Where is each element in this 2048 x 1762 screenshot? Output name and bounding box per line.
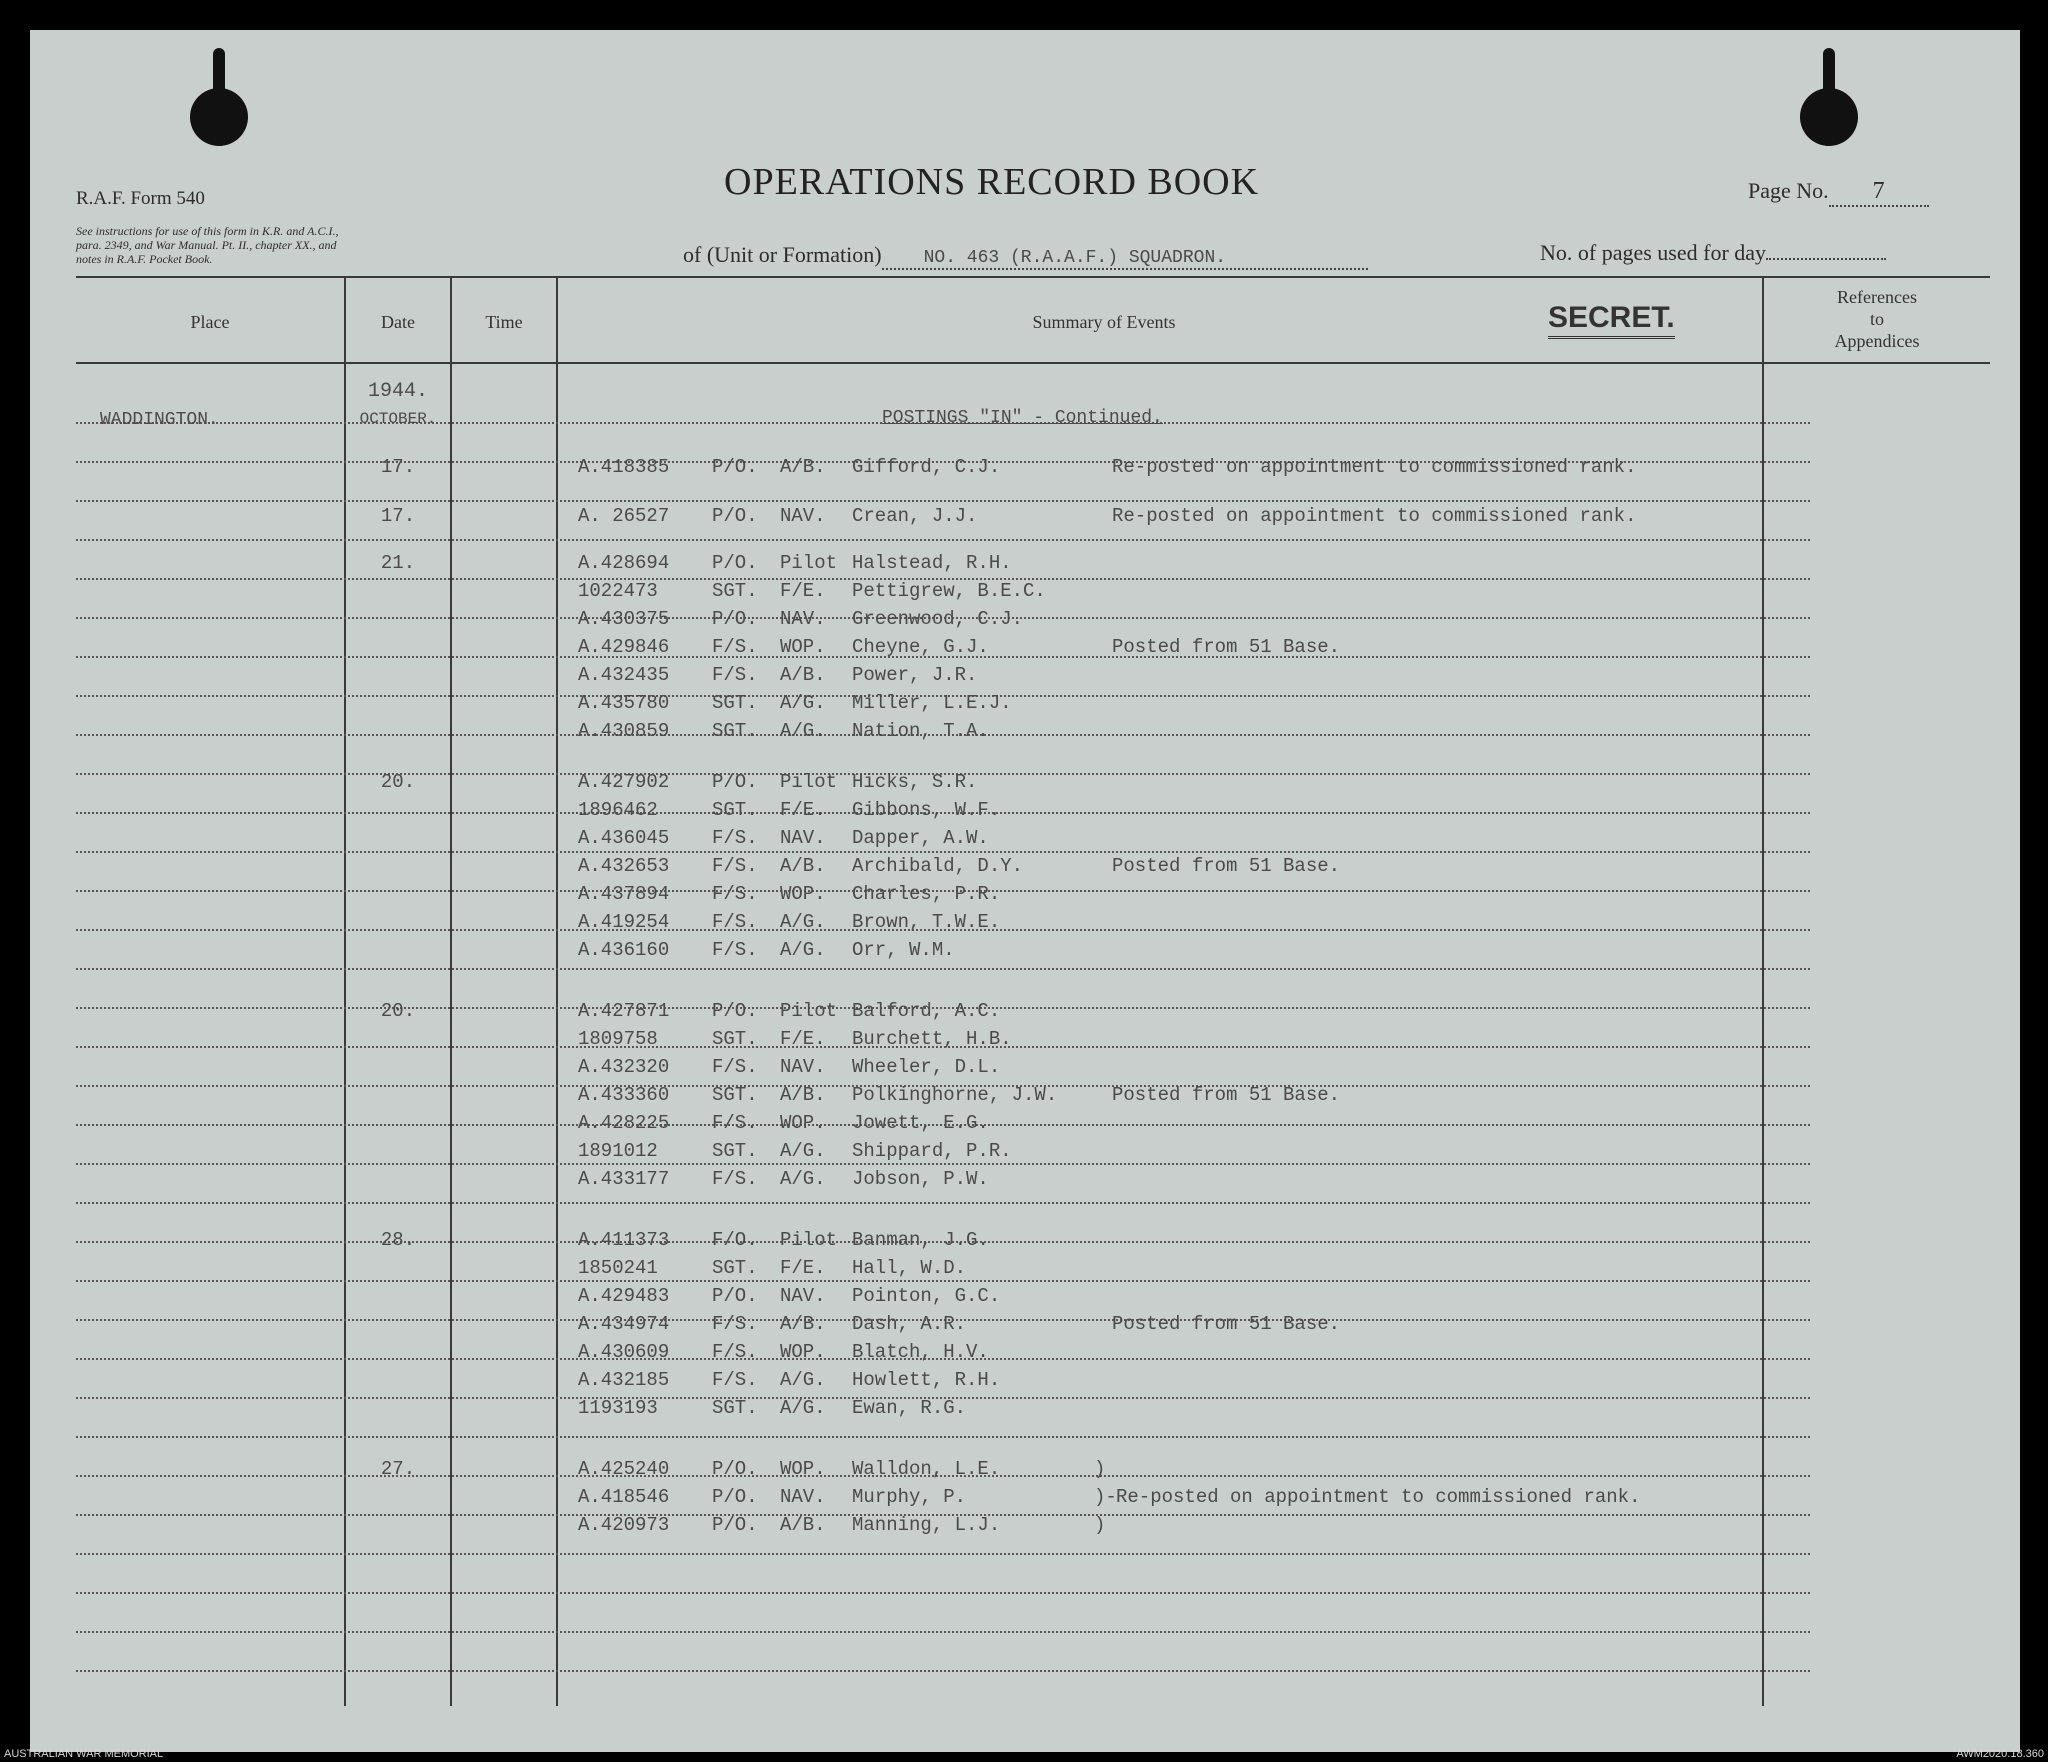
footer-accession: AWM2020.18.360 xyxy=(1956,1748,2044,1760)
entry-date: 27. xyxy=(380,1458,416,1480)
service-number: A.433360 xyxy=(578,1084,670,1106)
service-number: A.411373 xyxy=(578,1229,670,1251)
form-sheet xyxy=(30,30,2020,1752)
name: Nation, T.A. xyxy=(852,720,989,742)
trade: A/B. xyxy=(780,664,826,686)
name: Miller, L.E.J. xyxy=(852,692,1012,714)
service-number: A.437894 xyxy=(578,883,670,905)
service-number: A.432435 xyxy=(578,664,670,686)
name: Shippard, P.R. xyxy=(852,1140,1012,1162)
trade: A/G. xyxy=(780,1369,826,1391)
rank: SGT. xyxy=(712,1397,758,1419)
entry-date: 20. xyxy=(380,1000,416,1022)
rank: P/O. xyxy=(712,1486,758,1508)
form-instructions xyxy=(76,224,338,266)
name: Jobson, P.W. xyxy=(852,1168,989,1190)
service-number: A.427871 xyxy=(578,1000,670,1022)
col-header-references xyxy=(1764,286,1990,352)
divider-time-summary xyxy=(556,278,558,1706)
rank: P/O. xyxy=(712,608,758,630)
rank: F/S. xyxy=(712,827,758,849)
section-heading: POSTINGS "IN" - Continued. xyxy=(882,408,1163,428)
col-header-place: Place xyxy=(190,312,230,332)
trade: A/B. xyxy=(780,1514,826,1536)
trade: Pilot xyxy=(780,1000,838,1022)
posting-remark: Re-posted on appointment to commissioned rank. xyxy=(1112,505,1637,527)
service-number: A. 26527 xyxy=(578,505,670,527)
trade: A/B. xyxy=(780,1084,826,1106)
service-number: A.432320 xyxy=(578,1056,670,1078)
unit-value: NO. 463 (R.A.A.F.) SQUADRON. xyxy=(882,248,1368,270)
page-number-label: Page No. xyxy=(1748,178,1829,203)
trade: Pilot xyxy=(780,552,838,574)
trade: A/G. xyxy=(780,939,826,961)
service-number: A.428694 xyxy=(578,552,670,574)
rank: F/S. xyxy=(712,1168,758,1190)
trade: A/G. xyxy=(780,720,826,742)
trade: NAV. xyxy=(780,1285,826,1307)
rank: P/O. xyxy=(712,1285,758,1307)
name: Hicks, S.R. xyxy=(852,771,978,793)
ruled-line xyxy=(76,1436,1810,1438)
name: Blatch, H.V. xyxy=(852,1341,989,1363)
name: Greenwood, C.J. xyxy=(852,608,1024,630)
posting-remark: Re-posted on appointment to commissioned rank. xyxy=(1112,456,1637,478)
service-number: A.428225 xyxy=(578,1112,670,1134)
punch-hole-right xyxy=(1800,88,1858,146)
instructions-line: See instructions for use of this form in K.R. and A.C.I., xyxy=(76,224,339,238)
pages-used-label: No. of pages used for day xyxy=(1540,240,1767,265)
form-id: R.A.F. Form 540 xyxy=(76,188,205,209)
rank: F/S. xyxy=(712,636,758,658)
rank: SGT. xyxy=(712,799,758,821)
name: Walldon, L.E. xyxy=(852,1458,1001,1480)
trade: NAV. xyxy=(780,505,826,527)
references-label-line: to xyxy=(1869,309,1884,329)
col-header-summary: Summary of Events xyxy=(1032,312,1176,332)
unit-label: of (Unit or Formation) xyxy=(683,242,882,267)
trade: F/E. xyxy=(780,580,826,602)
punch-hole-left xyxy=(190,88,248,146)
year: 1944. xyxy=(367,380,428,403)
name: Polkinghorne, J.W. xyxy=(852,1084,1058,1106)
bracket-mark: ) xyxy=(1094,1514,1106,1536)
entry-date: 17. xyxy=(380,505,416,527)
entry-date: 21. xyxy=(380,552,416,574)
service-number: A.432185 xyxy=(578,1369,670,1391)
rank: SGT. xyxy=(712,692,758,714)
footer-credit: AUSTRALIAN WAR MEMORIAL xyxy=(4,1748,164,1760)
name: Cheyne, G.J. xyxy=(852,636,989,658)
rank: F/S. xyxy=(712,911,758,933)
name: Power, J.R. xyxy=(852,664,978,686)
service-number: A.429483 xyxy=(578,1285,670,1307)
ruled-line xyxy=(76,1631,1810,1633)
entry-date: 17. xyxy=(380,456,416,478)
divider-place-date xyxy=(344,278,346,1706)
service-number: A.430859 xyxy=(578,720,670,742)
trade: A/B. xyxy=(780,456,826,478)
ruled-line xyxy=(76,500,1810,502)
trade: A/G. xyxy=(780,911,826,933)
trade: A/G. xyxy=(780,1397,826,1419)
ruled-line xyxy=(76,851,1810,853)
ruled-line xyxy=(76,968,1810,970)
divider-summary-references xyxy=(1762,278,1764,1706)
pages-used-field xyxy=(1540,240,1886,266)
trade: NAV. xyxy=(780,1486,826,1508)
posting-remark: Posted from 51 Base. xyxy=(1112,636,1341,658)
name: Balford, A.C. xyxy=(852,1000,1001,1022)
service-number: 1891012 xyxy=(578,1140,658,1162)
service-number: 1850241 xyxy=(578,1257,658,1279)
service-number: A.418546 xyxy=(578,1486,670,1508)
page-title: OPERATIONS RECORD BOOK xyxy=(724,161,1260,203)
instructions-line: notes in R.A.F. Pocket Book. xyxy=(76,252,213,266)
rank: F/S. xyxy=(712,1056,758,1078)
col-header-time: Time xyxy=(485,312,523,332)
trade: Pilot xyxy=(780,771,838,793)
trade: WOP. xyxy=(780,1341,826,1363)
service-number: A.436160 xyxy=(578,939,670,961)
name: Halstead, R.H. xyxy=(852,552,1012,574)
rank: SGT. xyxy=(712,1257,758,1279)
rank: F/S. xyxy=(712,855,758,877)
name: Brown, T.W.E. xyxy=(852,911,1001,933)
month: OCTOBER. xyxy=(359,410,437,428)
unit-field xyxy=(683,242,1368,270)
service-number: A.430609 xyxy=(578,1341,670,1363)
name: Banman, J.G. xyxy=(852,1229,989,1251)
trade: A/B. xyxy=(780,855,826,877)
name: Wheeler, D.L. xyxy=(852,1056,1001,1078)
rank: SGT. xyxy=(712,1084,758,1106)
trade: WOP. xyxy=(780,883,826,905)
service-number: A.418385 xyxy=(578,456,670,478)
trade: NAV. xyxy=(780,827,826,849)
service-number: A.420973 xyxy=(578,1514,670,1536)
name: Archibald, D.Y. xyxy=(852,855,1024,877)
ruled-line xyxy=(76,1670,1810,1672)
service-number: A.432653 xyxy=(578,855,670,877)
ruled-line xyxy=(76,1280,1810,1282)
service-number: A.427902 xyxy=(578,771,670,793)
rank: F/S. xyxy=(712,664,758,686)
trade: NAV. xyxy=(780,608,826,630)
service-number: A.435780 xyxy=(578,692,670,714)
trade: WOP. xyxy=(780,1112,826,1134)
references-label-line: Appendices xyxy=(1834,331,1920,351)
rank: P/O. xyxy=(712,456,758,478)
service-number: A.436045 xyxy=(578,827,670,849)
trade: A/G. xyxy=(780,1168,826,1190)
table-top-border xyxy=(76,276,1990,278)
entry-date: 28. xyxy=(380,1229,416,1251)
service-number: A.434974 xyxy=(578,1313,670,1335)
bracket-mark: )- xyxy=(1094,1486,1117,1508)
name: Pointon, G.C. xyxy=(852,1285,1001,1307)
ruled-line xyxy=(76,1163,1810,1165)
service-number: 1809758 xyxy=(578,1028,658,1050)
rank: P/O. xyxy=(712,552,758,574)
trade: WOP. xyxy=(780,636,826,658)
instructions-line: para. 2349, and War Manual. Pt. II., chapter XX., and xyxy=(76,238,337,252)
posting-remark: Posted from 51 Base. xyxy=(1112,855,1341,877)
trade: F/E. xyxy=(780,1028,826,1050)
references-label-line: References xyxy=(1837,287,1917,307)
name: Murphy, P. xyxy=(852,1486,967,1508)
name: Gibbons, W.F. xyxy=(852,799,1001,821)
name: Crean, J.J. xyxy=(852,505,978,527)
bracket-mark: ) xyxy=(1094,1458,1106,1480)
name: Ewan, R.G. xyxy=(852,1397,967,1419)
rank: P/O. xyxy=(712,771,758,793)
rank: F/S. xyxy=(712,1341,758,1363)
posting-remark: Re-posted on appointment to commissioned rank. xyxy=(1116,1486,1641,1508)
secret-stamp: SECRET. xyxy=(1548,300,1675,339)
page-number-field xyxy=(1748,178,1929,207)
name: Orr, W.M. xyxy=(852,939,955,961)
rank: P/O. xyxy=(712,505,758,527)
ruled-line xyxy=(76,1202,1810,1204)
trade: Pilot xyxy=(780,1229,838,1251)
service-number: A.425240 xyxy=(578,1458,670,1480)
trade: A/B. xyxy=(780,1313,826,1335)
posting-remark: Posted from 51 Base. xyxy=(1112,1313,1341,1335)
pages-used-value xyxy=(1766,258,1886,260)
page-number-value: 7 xyxy=(1829,178,1929,207)
posting-remark: Posted from 51 Base. xyxy=(1112,1084,1341,1106)
trade: NAV. xyxy=(780,1056,826,1078)
rank: F/S. xyxy=(712,1112,758,1134)
name: Gifford, C.J. xyxy=(852,456,1001,478)
rank: SGT. xyxy=(712,720,758,742)
ruled-line xyxy=(76,1553,1810,1555)
service-number: A.429846 xyxy=(578,636,670,658)
rank: F/S. xyxy=(712,1313,758,1335)
rank: F/S. xyxy=(712,939,758,961)
service-number: 1193193 xyxy=(578,1397,658,1419)
name: Burchett, H.B. xyxy=(852,1028,1012,1050)
place: WADDINGTON. xyxy=(100,410,219,430)
name: Howlett, R.H. xyxy=(852,1369,1001,1391)
header-bottom-border xyxy=(76,362,1990,364)
name: Jowett, E.G. xyxy=(852,1112,989,1134)
trade: F/E. xyxy=(780,799,826,821)
service-number: A.419254 xyxy=(578,911,670,933)
trade: F/E. xyxy=(780,1257,826,1279)
rank: F/O. xyxy=(712,1229,758,1251)
rank: SGT. xyxy=(712,1140,758,1162)
rank: P/O. xyxy=(712,1514,758,1536)
ruled-line xyxy=(76,539,1810,541)
ruled-line xyxy=(76,1592,1810,1594)
rank: SGT. xyxy=(712,1028,758,1050)
rank: F/S. xyxy=(712,1369,758,1391)
trade: WOP. xyxy=(780,1458,826,1480)
name: Dapper, A.W. xyxy=(852,827,989,849)
service-number: 1022473 xyxy=(578,580,658,602)
service-number: A.433177 xyxy=(578,1168,670,1190)
name: Manning, L.J. xyxy=(852,1514,1001,1536)
trade: A/G. xyxy=(780,692,826,714)
col-header-date: Date xyxy=(381,312,415,332)
trade: A/G. xyxy=(780,1140,826,1162)
service-number: 1896462 xyxy=(578,799,658,821)
divider-date-time xyxy=(450,278,452,1706)
name: Charles, P.R. xyxy=(852,883,1001,905)
service-number: A.430375 xyxy=(578,608,670,630)
name: Pettigrew, B.E.C. xyxy=(852,580,1046,602)
entry-date: 20. xyxy=(380,771,416,793)
rank: SGT. xyxy=(712,580,758,602)
name: Hall, W.D. xyxy=(852,1257,967,1279)
rank: P/O. xyxy=(712,1458,758,1480)
rank: P/O. xyxy=(712,1000,758,1022)
name: Dash, A.R. xyxy=(852,1313,967,1335)
rank: F/S. xyxy=(712,883,758,905)
